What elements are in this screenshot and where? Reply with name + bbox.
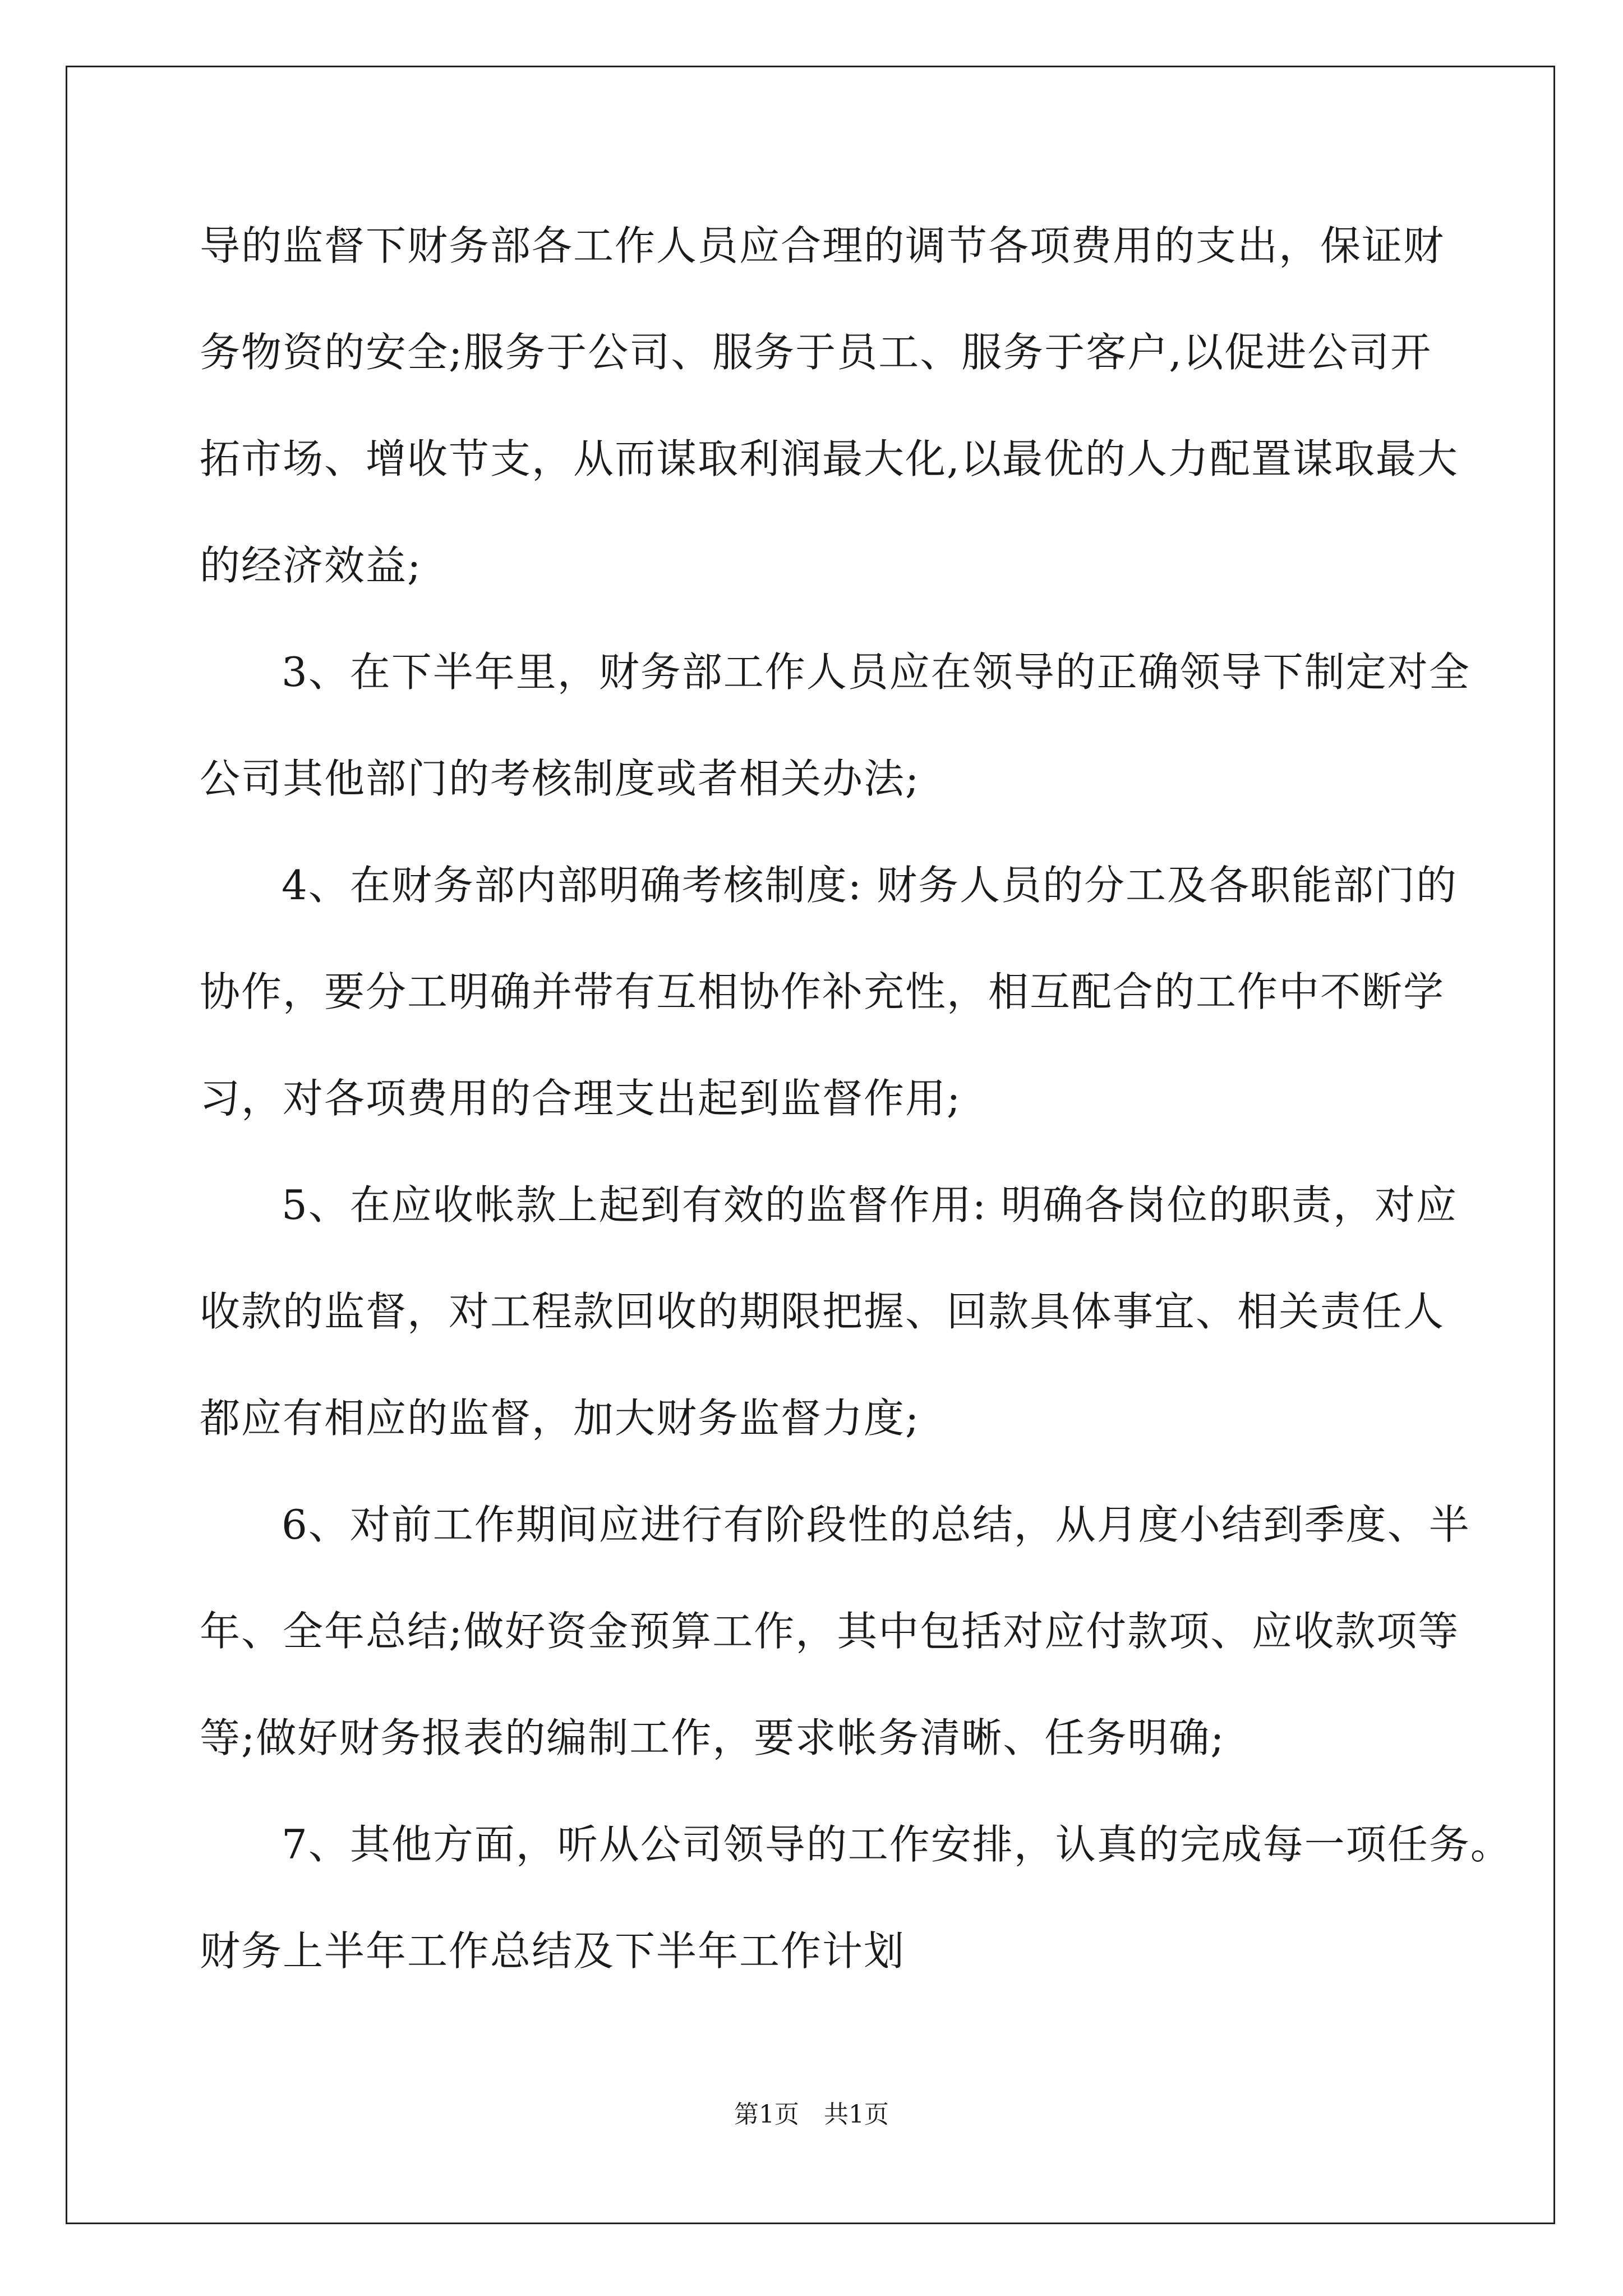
- paragraph-line: 协作，要分工明确并带有互相协作补充性，相互配合的工作中不断学: [200, 968, 1445, 1015]
- paragraph-line: 务物资的安全;服务于公司、服务于员工、服务于客户,以促进公司开: [200, 329, 1432, 376]
- paragraph-line: 年、全年总结;做好资金预算工作，其中包括对应付款项、应收款项等: [200, 1608, 1460, 1655]
- paragraph-line: 导的监督下财务部各工作人员应合理的调节各项费用的支出，保证财: [200, 222, 1445, 269]
- document-title-line: 财务上半年工作总结及下半年工作计划: [200, 1927, 906, 1975]
- paragraph-line: 公司其他部门的考核制度或者相关办法;: [200, 755, 920, 802]
- paragraph-line: 3、在下半年里，财务部工作人员应在领导的正确领导下制定对全: [282, 648, 1470, 696]
- paragraph-line: 等;做好财务报表的编制工作，要求帐务清晰、任务明确;: [200, 1714, 1225, 1761]
- page-footer: [0, 2098, 1623, 2132]
- paragraph-line: 收款的监督，对工程款回收的期限把握、回款具体事宜、相关责任人: [200, 1288, 1445, 1335]
- page-border: [66, 66, 1555, 2224]
- paragraph-line: 4、在财务部内部明确考核制度: 财务人员的分工及各职能部门的: [282, 862, 1458, 909]
- paragraph-line: 的经济效益;: [200, 542, 422, 589]
- paragraph-line: 7、其他方面，听从公司领导的工作安排，认真的完成每一项任务。: [282, 1821, 1512, 1868]
- page-number-total: 共1页: [824, 2100, 889, 2129]
- paragraph-line: 5、在应收帐款上起到有效的监督作用: 明确各岗位的职责，对应: [282, 1181, 1458, 1228]
- paragraph-line: 习，对各项费用的合理支出起到监督作用;: [200, 1075, 962, 1122]
- paragraph-line: 6、对前工作期间应进行有阶段性的总结，从月度小结到季度、半: [282, 1501, 1470, 1548]
- page-number-current: 第1页: [734, 2100, 799, 2129]
- paragraph-line: 拓市场、增收节支，从而谋取利润最大化,以最优的人力配置谋取最大: [200, 435, 1459, 482]
- paragraph-line: 都应有相应的监督，加大财务监督力度;: [200, 1395, 920, 1442]
